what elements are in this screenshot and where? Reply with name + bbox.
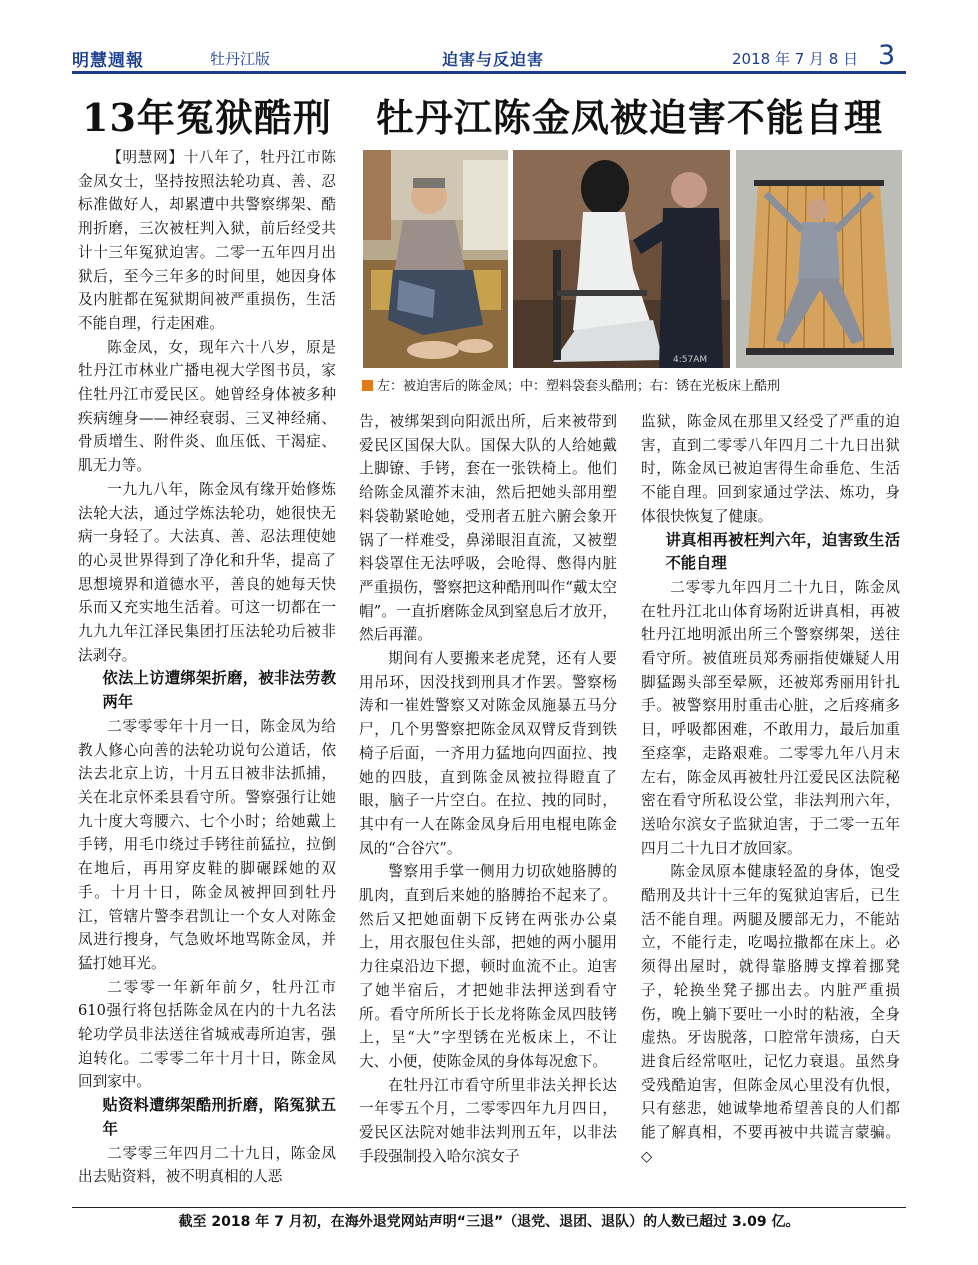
paragraph: 警察用手掌一侧用力切砍她胳膊的肌肉，直到后来她的胳膊抬不起来了。然后又把她面朝下反铐在两张办公桌上，用衣服包住头部，把她的两小腿用力往桌沿边下摁，顿时血流不止。迫害了她半宿后，才把她非法押送到看守所。看守所所长于长龙将陈金凤四肢铐上，呈“大”字型锈在光板床上，不让大、小便，使陈金凤的身体每况愈下。 xyxy=(359,863,617,1070)
paragraph: 告，被绑架到向阳派出所，后来被带到爱民区国保大队。国保大队的人给她戴上脚镣、手铐，套在一张铁椅上。他们给陈金凤灌芥末油，然后把她头部用塑料袋勒紧呛她，受刑者五脏六腑会象开锅了一样难受，鼻涕眼泪直流，又被塑料袋罩住无法呼吸，会呛得、憋得内脏严重损伤，警察把这种酷刑叫作“戴太空帽”。一直折磨陈金凤到窒息后才放开，然后再灌。 xyxy=(359,413,617,644)
photo-chained-to-bed xyxy=(736,150,902,368)
footer-rule xyxy=(72,1207,906,1208)
photo-timestamp: 4:57AM xyxy=(673,355,708,365)
paragraph: 二零零零年十月一日，陈金凤为给教人修心向善的法轮功说句公道话，依法去北京上访，十月五日被非法抓捕，关在北京怀柔县看守所。警察强行让她九十度大弯腰六、七个小时；给她戴上手铐，用毛巾绕过手铐往前猛拉，拉倒在地后，再用穿皮鞋的脚碾踩她的双手。十月十日，陈金凤被押回到牡丹江，管辖片警李君凯让一个女人对陈金凤进行搜身，气急败坏地骂陈金凤，并猛打她耳光。 xyxy=(78,717,336,972)
edition-label: 牡丹江版 xyxy=(210,50,271,68)
issue-date: 2018 年 7 月 8 日 xyxy=(732,50,859,68)
photo-victim-after-persecution xyxy=(363,150,508,368)
newspaper-brand: 明慧週報 xyxy=(72,51,144,71)
paragraph: 陈金凤，女，现年六十八岁，原是牡丹江市林业广播电视大学图书员，家住牡丹江市爱民区。她曾经身体被多种疾病缠身——神经衰弱、三叉神经痛、骨质增生、附件炎、血压低、干渴症、肌无力等。 xyxy=(78,338,336,475)
paragraph: 监狱，陈金凤在那里又经受了严重的迫害，直到二零零八年四月二十九日出狱时，陈金凤已被迫害得生命垂危、生活不能自理。回到家通过学法、炼功，身体很快恢复了健康。 xyxy=(641,413,900,525)
paragraph: 陈金凤原本健康轻盈的身体，饱受酷刑及共计十三年的冤狱迫害后，已生活不能自理。两腿及腰部无力，不能站立，不能行走，吃喝拉撒都在床上。必须得出屋时，就得靠胳膊支撑着挪凳子，轮换坐凳子挪出去。内脏严重损伤，晚上躺下要吐一小时的粘液，全身虚热。牙齿脱落，口腔常年溃疡，白天进食后经常呕吐，记忆力衰退。虽然身受残酷迫害，但陈金凤心里没有仇恨，只有慈悲，她诚挚地希望善良的人们都能了解真相，不要再被中共谎言蒙骗。 ◇ xyxy=(641,863,900,1165)
paragraph: 期间有人要搬来老虎凳，还有人要用吊环，因没找到刑具才作罢。警察杨涛和一崔姓警察又对陈金凤施暴五马分尸，几个男警察把陈金凤双臂反背到铁椅子后面，一齐用力猛地向四面拉、拽她的四肢，直到陈金凤被拉得瞪直了眼，脑子一片空白。在拉、拽的同时，其中有一人在陈金凤身后用电棍电陈金凤的“合谷穴”。 xyxy=(359,650,617,857)
subheading: 贴资料遭绑架酷刑折磨，陷冤狱五年 xyxy=(102,1096,336,1138)
paragraph: 二零零九年四月二十九日，陈金凤在牡丹江北山体育场附近讲真相，再被牡丹江地明派出所三个警察绑架，送往看守所。被值班员郑秀丽指使嫌疑人用脚猛踢头部至晕厥，还被郑秀丽用针扎手。被警察用肘重击心脏，之后疼痛多日，呼吸都困难，不敢用力，最后加重至痉挛，走路艰难。二零零九年八月末左右，陈金凤再被牡丹江爱民区法院秘密在看守所私设公堂，非法判刑六年，送哈尔滨女子监狱迫害，于二零一五年四月二十九日才放回家。 xyxy=(641,578,900,857)
header-rule xyxy=(72,71,906,74)
headline-part-2: 牡丹江陈金凤被迫害不能自理 xyxy=(375,95,883,140)
article-column-1 xyxy=(78,146,336,1189)
masthead xyxy=(72,40,906,72)
paragraph: 二零零三年四月二十九日，陈金凤出去贴资料，被不明真相的人恶 xyxy=(78,1144,336,1186)
footer-notice: 截至 2018 年 7 月初，在海外退党网站声明“三退”（退党、退团、退队）的人数已超过 3.09 亿。 xyxy=(178,1214,800,1230)
page-number: 3 xyxy=(878,40,896,71)
paragraph: 一九九八年，陈金凤有缘开始修炼法轮大法，通过学炼法轮功，她很快无病一身轻了。大法真、善、忍法理使她的心灵世界得到了净化和升华，提高了思想境界和道德水平，善良的她每天快乐而又充实地生活着。可这一切都在一九九九年江泽民集团打压法轮功后被非法剥夺。 xyxy=(78,480,336,664)
subheading: 依法上访遭绑架折磨，被非法劳教两年 xyxy=(102,669,336,712)
article-column-3 xyxy=(641,410,900,1169)
section-title: 迫害与反迫害 xyxy=(442,50,545,69)
photo-caption: 左：被迫害后的陈金凤；中：塑料袋套头酷刑；右：锈在光板床上酷刑 xyxy=(362,378,902,396)
photo-plastic-bag-torture xyxy=(513,150,730,368)
headline-part-1: 13年冤狱酷刑 xyxy=(82,95,332,140)
caption-bullet-icon xyxy=(362,380,373,391)
subheading: 讲真相再被枉判六年，迫害致生活不能自理 xyxy=(665,530,900,573)
article-headline xyxy=(82,87,902,142)
paragraph: 在牡丹江市看守所里非法关押长达一年零五个月，二零零四年九月四日，爱民区法院对她非法判刑五年，以非法手段强制投入哈尔滨女子 xyxy=(359,1076,617,1165)
paragraph: 【明慧网】十八年了，牡丹江市陈金凤女士，坚持按照法轮功真、善、忍标准做好人，却累遭中共警察绑架、酷刑折磨，三次被枉判入狱，前后经受共计十三年冤狱迫害。二零一五年四月出狱后，至今三年多的时间里，她因身体及内脏都在冤狱期间被严重损伤，生活不能自理，行走困难。 xyxy=(78,149,336,332)
paragraph: 二零零一年新年前夕，牡丹江市610强行将包括陈金凤在内的十九名法轮功学员非法送往省城戒毒所迫害，强迫转化。二零零二年十月十日，陈金凤回到家中。 xyxy=(78,978,336,1091)
article-column-2 xyxy=(359,410,617,1169)
